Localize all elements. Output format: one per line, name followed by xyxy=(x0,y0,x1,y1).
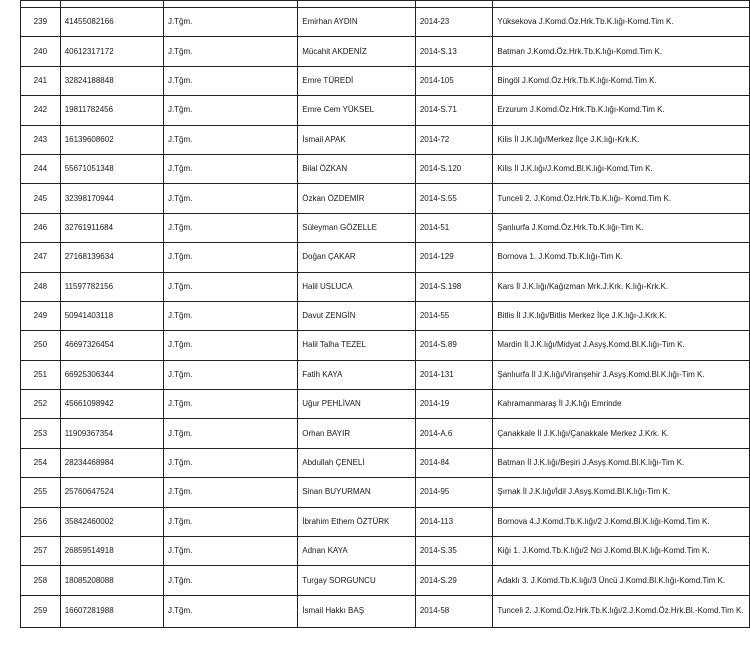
full-name-cell: Süleyman GÖZELLE xyxy=(298,213,416,242)
row-number-cell: 239 xyxy=(21,8,61,37)
course-code-cell: 2014-19 xyxy=(415,390,493,419)
id-number-cell: 46697326454 xyxy=(60,331,163,360)
row-number-cell: 245 xyxy=(21,184,61,213)
table-row xyxy=(21,331,750,360)
course-code-cell: 2014-S.55 xyxy=(415,184,493,213)
assigned-unit-cell: Kilis İl J.K.lığı/Merkez İlçe J.K.lığı-Krk.K. xyxy=(493,125,750,154)
rank-cell: J.Tğm. xyxy=(163,66,297,95)
row-number-cell: 248 xyxy=(21,272,61,301)
table-row xyxy=(21,37,750,66)
course-code-cell: 2014-S.120 xyxy=(415,154,493,183)
assigned-unit-cell: Çanakkale İl J.K.lığı/Çanakkale Merkez J.Krk. K. xyxy=(493,419,750,448)
id-number-cell: 40612317172 xyxy=(60,37,163,66)
full-name-cell: İbrahim Ethem ÖZTÜRK xyxy=(298,507,416,536)
id-number-cell: 11909367354 xyxy=(60,419,163,448)
row-number-cell: 249 xyxy=(21,301,61,330)
assigned-unit-cell: Yüksekova J.Komd.Öz.Hrk.Tb.K.lığı-Komd.Tim K. xyxy=(493,8,750,37)
rank-cell: J.Tğm. xyxy=(163,566,297,595)
id-number-cell: 28234468984 xyxy=(60,448,163,477)
rank-cell: J.Tğm. xyxy=(163,213,297,242)
table-row xyxy=(21,66,750,95)
course-code-cell: 2014-84 xyxy=(415,448,493,477)
table-row xyxy=(21,595,750,627)
row-number-cell: 255 xyxy=(21,478,61,507)
table-row xyxy=(21,125,750,154)
id-number-cell: 26859514918 xyxy=(60,537,163,566)
assigned-unit-cell: Şanlıurfa J.Komd.Öz.Hrk.Tb.K.lığı-Tim K. xyxy=(493,213,750,242)
course-code-cell: 2014-A.6 xyxy=(415,419,493,448)
assigned-unit-cell: Bingöl J.Komd.Öz.Hrk.Tb.K.lığı-Komd.Tim K. xyxy=(493,66,750,95)
table-row xyxy=(21,8,750,37)
assigned-unit-cell: Batman J.Komd.Öz.Hrk.Tb.K.lığı-Komd.Tim K. xyxy=(493,37,750,66)
course-code-cell: 2014-95 xyxy=(415,478,493,507)
course-code-cell: 2014-72 xyxy=(415,125,493,154)
assigned-unit-cell: Şanlıurfa İl J.K.lığı/Viranşehir J.Asyş.Komd.Bl.K.lığı-Tim K. xyxy=(493,360,750,389)
full-name-cell: Adnan KAYA xyxy=(298,537,416,566)
course-code-cell: 2014-23 xyxy=(415,8,493,37)
id-number-cell: 16607281988 xyxy=(60,595,163,627)
course-code-cell: 2014-S.71 xyxy=(415,96,493,125)
assigned-unit-cell: Kahramanmaraş İl J.K.lığı Emrinde xyxy=(493,390,750,419)
row-number-cell: 244 xyxy=(21,154,61,183)
assigned-unit-cell: Tunceli 2. J.Komd.Öz.Hrk.Tb.K.lığı- Komd.Tim K. xyxy=(493,184,750,213)
course-code-cell: 2014-51 xyxy=(415,213,493,242)
rank-cell: J.Tğm. xyxy=(163,478,297,507)
assigned-unit-cell: Bitlis İl J.K.lığı/Bitlis Merkez İlçe J.K.lığı-J.Krk.K. xyxy=(493,301,750,330)
row-number-cell: 250 xyxy=(21,331,61,360)
rank-cell: J.Tğm. xyxy=(163,595,297,627)
rank-cell: J.Tğm. xyxy=(163,8,297,37)
course-code-cell: 2014-S.35 xyxy=(415,537,493,566)
table-row xyxy=(21,243,750,272)
row-number-cell: 246 xyxy=(21,213,61,242)
full-name-cell: Fatih KAYA xyxy=(298,360,416,389)
table-row xyxy=(21,96,750,125)
assigned-unit-cell: Kars İl J.K.lığı/Kağızman Mrk.J.Krk. K.lığı-Krk.K. xyxy=(493,272,750,301)
assigned-unit-cell: Kilis İl J.K.lığı/J.Komd.Bl.K.lığı-Komd.Tim K. xyxy=(493,154,750,183)
full-name-cell: Halil USLUCA xyxy=(298,272,416,301)
id-number-cell: 45661098942 xyxy=(60,390,163,419)
assigned-unit-cell: Erzurum J.Komd.Öz.Hrk.Tb.K.lığı-Komd.Tim K. xyxy=(493,96,750,125)
rank-cell: J.Tğm. xyxy=(163,37,297,66)
full-name-cell: İsmail APAK xyxy=(298,125,416,154)
assigned-unit-cell: Kiğı 1. J.Komd.Tb.K.lığı/2 Nci J.Komd.Bl.K.lığı-Komd.Tim K. xyxy=(493,537,750,566)
course-code-cell: 2014-55 xyxy=(415,301,493,330)
id-number-cell: 27168139634 xyxy=(60,243,163,272)
row-number-cell: 247 xyxy=(21,243,61,272)
personnel-table-body xyxy=(21,1,750,628)
course-code-cell: 2014-S.29 xyxy=(415,566,493,595)
row-number-cell: 243 xyxy=(21,125,61,154)
id-number-cell: 50941403118 xyxy=(60,301,163,330)
rank-cell: J.Tğm. xyxy=(163,154,297,183)
course-code-cell: 2014-S.89 xyxy=(415,331,493,360)
full-name-cell: Emre Cem YÜKSEL xyxy=(298,96,416,125)
id-number-cell: 41455082166 xyxy=(60,8,163,37)
id-number-cell: 32761911684 xyxy=(60,213,163,242)
course-code-cell: 2014-S.13 xyxy=(415,37,493,66)
table-row xyxy=(21,478,750,507)
table-row xyxy=(21,360,750,389)
table-row xyxy=(21,213,750,242)
full-name-cell: Abdullah ÇENELİ xyxy=(298,448,416,477)
table-row xyxy=(21,154,750,183)
id-number-cell: 35842460002 xyxy=(60,507,163,536)
row-number-cell: 240 xyxy=(21,37,61,66)
rank-cell: J.Tğm. xyxy=(163,184,297,213)
rank-cell: J.Tğm. xyxy=(163,331,297,360)
rank-cell: J.Tğm. xyxy=(163,537,297,566)
full-name-cell: Orhan BAYIR xyxy=(298,419,416,448)
table-row xyxy=(21,448,750,477)
row-number-cell: 254 xyxy=(21,448,61,477)
assigned-unit-cell: Tunceli 2. J.Komd.Öz.Hrk.Tb.K.lığı/2.J.Komd.Öz.Hrk.Bl.-Komd.Tim K. xyxy=(493,595,750,627)
id-number-cell: 19811782456 xyxy=(60,96,163,125)
course-code-cell: 2014-113 xyxy=(415,507,493,536)
full-name-cell: Emre TÜREDİ xyxy=(298,66,416,95)
row-number-cell: 259 xyxy=(21,595,61,627)
full-name-cell: İsmail Hakkı BAŞ xyxy=(298,595,416,627)
id-number-cell: 11597782156 xyxy=(60,272,163,301)
row-number-cell: 252 xyxy=(21,390,61,419)
row-number-cell: 258 xyxy=(21,566,61,595)
rank-cell: J.Tğm. xyxy=(163,96,297,125)
id-number-cell: 25760647524 xyxy=(60,478,163,507)
assigned-unit-cell: Mardin İl J.K.lığı/Midyat J.Asyş.Komd.Bl.K.lığı-Tim K. xyxy=(493,331,750,360)
rank-cell: J.Tğm. xyxy=(163,243,297,272)
row-number-cell: 241 xyxy=(21,66,61,95)
full-name-cell: Halil Talha TEZEL xyxy=(298,331,416,360)
rank-cell: J.Tğm. xyxy=(163,301,297,330)
table-row-cutoff xyxy=(21,1,750,8)
assigned-unit-cell: Adaklı 3. J.Komd.Tb.K.lığı/3 Üncü J.Komd.Bl.K.lığı-Komd.Tim K. xyxy=(493,566,750,595)
table-row xyxy=(21,566,750,595)
row-number-cell: 257 xyxy=(21,537,61,566)
table-row xyxy=(21,301,750,330)
full-name-cell: Özkan ÖZDEMİR xyxy=(298,184,416,213)
course-code-cell: 2014-131 xyxy=(415,360,493,389)
rank-cell: J.Tğm. xyxy=(163,272,297,301)
rank-cell: J.Tğm. xyxy=(163,507,297,536)
rank-cell: J.Tğm. xyxy=(163,125,297,154)
id-number-cell: 32824188848 xyxy=(60,66,163,95)
full-name-cell: Doğan ÇAKAR xyxy=(298,243,416,272)
rank-cell: J.Tğm. xyxy=(163,390,297,419)
table-row xyxy=(21,537,750,566)
course-code-cell: 2014-129 xyxy=(415,243,493,272)
rank-cell: J.Tğm. xyxy=(163,360,297,389)
id-number-cell: 16139608602 xyxy=(60,125,163,154)
rank-cell: J.Tğm. xyxy=(163,419,297,448)
table-row xyxy=(21,184,750,213)
course-code-cell: 2014-105 xyxy=(415,66,493,95)
course-code-cell: 2014-58 xyxy=(415,595,493,627)
id-number-cell: 32398170944 xyxy=(60,184,163,213)
full-name-cell: Mücahit AKDENİZ xyxy=(298,37,416,66)
rank-cell: J.Tğm. xyxy=(163,448,297,477)
id-number-cell: 66925306344 xyxy=(60,360,163,389)
full-name-cell: Davut ZENGİN xyxy=(298,301,416,330)
full-name-cell: Emirhan AYDIN xyxy=(298,8,416,37)
course-code-cell: 2014-S.198 xyxy=(415,272,493,301)
assigned-unit-cell: Bornova 4.J.Komd.Tb.K.lığı/2 J.Komd.Bl.K.lığı-Komd.Tim K. xyxy=(493,507,750,536)
assigned-unit-cell: Şırnak İl J.K.lığı/İdil J.Asyş.Komd.Bl.K.lığı-Tim K. xyxy=(493,478,750,507)
full-name-cell: Uğur PEHLİVAN xyxy=(298,390,416,419)
table-row xyxy=(21,419,750,448)
full-name-cell: Turgay SORGUNCU xyxy=(298,566,416,595)
row-number-cell: 253 xyxy=(21,419,61,448)
row-number-cell: 242 xyxy=(21,96,61,125)
assigned-unit-cell: Bornova 1. J.Komd.Tb.K.lığı-Tim K. xyxy=(493,243,750,272)
id-number-cell: 18085208088 xyxy=(60,566,163,595)
assigned-unit-cell: Batman İl J.K.lığı/Beşiri J.Asyş.Komd.Bl.K.lığı-Tim K. xyxy=(493,448,750,477)
table-row xyxy=(21,507,750,536)
personnel-table xyxy=(20,0,750,628)
full-name-cell: Sinan BUYURMAN xyxy=(298,478,416,507)
table-row xyxy=(21,390,750,419)
full-name-cell: Bilal ÖZKAN xyxy=(298,154,416,183)
row-number-cell: 251 xyxy=(21,360,61,389)
row-number-cell: 256 xyxy=(21,507,61,536)
table-row xyxy=(21,272,750,301)
id-number-cell: 55671051348 xyxy=(60,154,163,183)
